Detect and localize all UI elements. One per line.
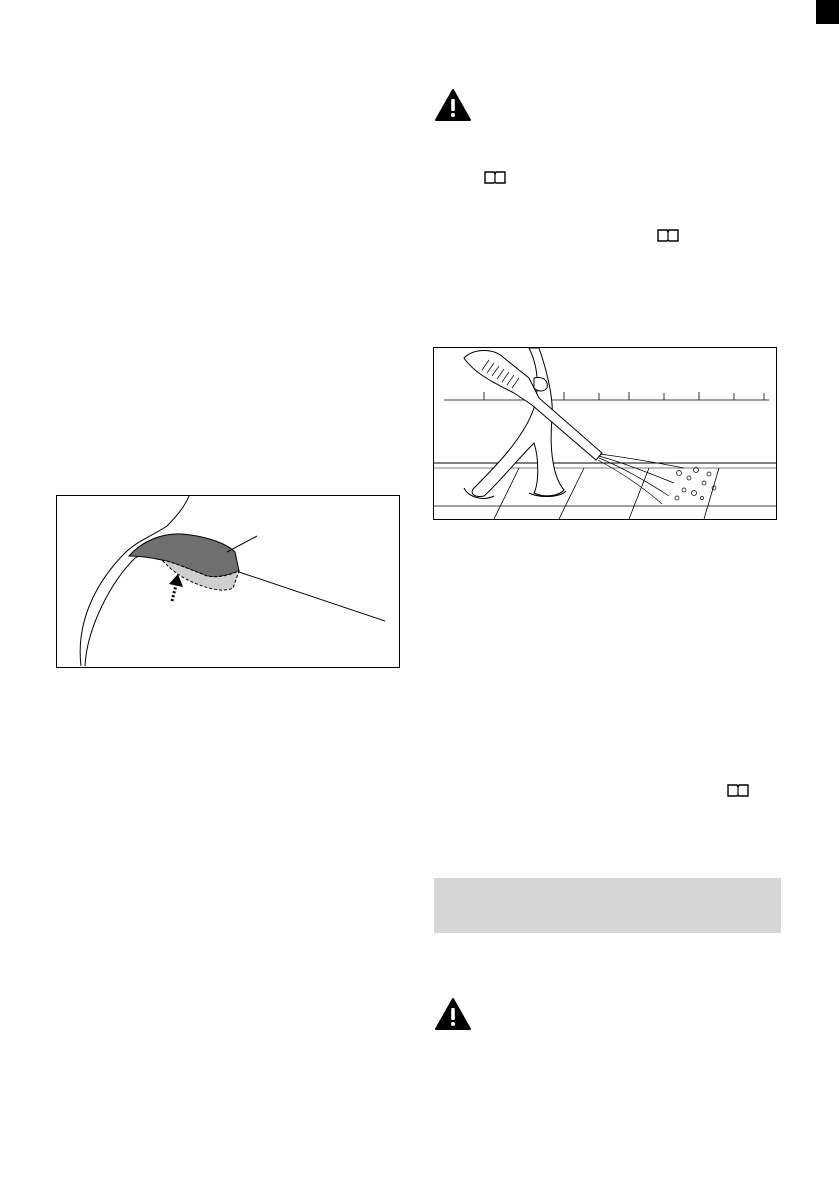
- book-icon: [484, 170, 506, 184]
- warning-triangle-icon: [434, 997, 472, 1031]
- page-tab-marker: [816, 0, 839, 24]
- shoulder-pad-figure: [56, 495, 400, 668]
- book-icon: [657, 228, 679, 242]
- warning-triangle-icon: [434, 88, 472, 122]
- note-box: [434, 878, 781, 933]
- book-icon: [727, 783, 749, 797]
- blower-operator-figure: [433, 347, 777, 520]
